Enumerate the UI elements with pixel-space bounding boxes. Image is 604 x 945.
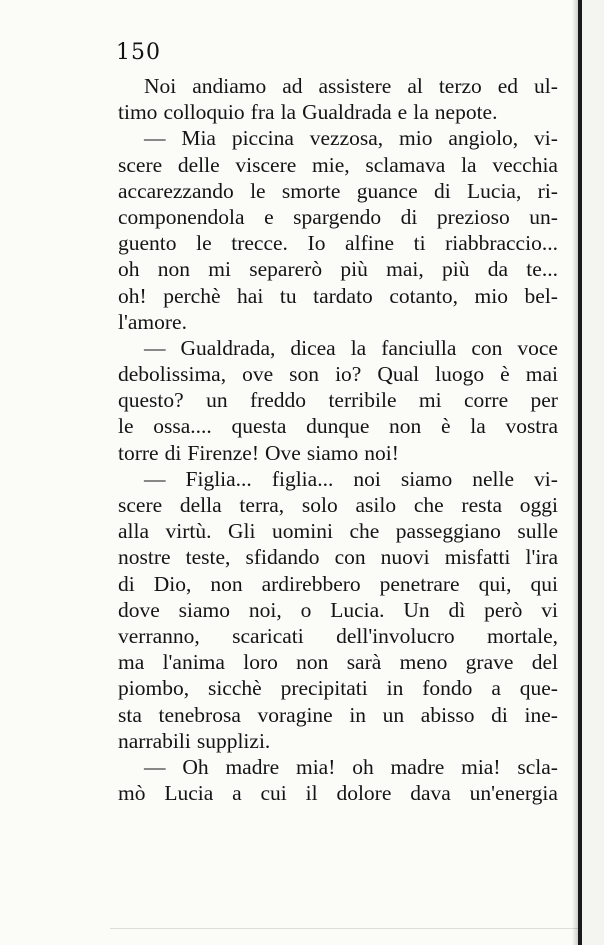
text-line [118, 780, 558, 806]
word: — [144, 126, 166, 151]
word: accarezzando [118, 178, 234, 203]
text-line [118, 440, 558, 466]
word: terribile [328, 388, 397, 413]
word: separerò [249, 257, 323, 282]
word: hai [237, 283, 264, 308]
word: oggi [519, 493, 558, 517]
text-line [118, 728, 558, 754]
text-line [118, 99, 558, 125]
word: dì [448, 597, 466, 622]
word: tu [279, 283, 297, 308]
word: Firenze! [187, 440, 259, 465]
word: questa [231, 414, 287, 439]
word: assistere [318, 74, 392, 98]
word: resta [461, 493, 503, 517]
word: ul- [534, 74, 558, 98]
word: Lucia [164, 781, 214, 806]
word: narrabili [118, 728, 191, 753]
word: scla- [517, 754, 558, 779]
word: mai, [386, 257, 424, 282]
word: di [491, 702, 508, 727]
word: vezzosa, [309, 126, 384, 151]
word: la [470, 414, 486, 439]
word: però [484, 597, 523, 622]
word: mia! [295, 754, 336, 779]
word: nelle [472, 466, 515, 491]
text-line [118, 256, 558, 282]
word: Oh [182, 754, 209, 779]
word: supplizi. [196, 728, 271, 753]
word: a [232, 781, 242, 806]
word: te... [526, 257, 558, 282]
word: Un [403, 597, 430, 622]
text-line [118, 675, 558, 701]
text-line [118, 204, 558, 230]
word: Noi [144, 74, 177, 98]
text-line [118, 73, 558, 99]
text-line [118, 649, 558, 675]
word: l'anima [162, 650, 225, 675]
word: scere [118, 493, 163, 517]
text-line [118, 413, 558, 439]
body-text [118, 73, 558, 806]
word: dell'involucro [336, 623, 455, 648]
word: son [289, 362, 320, 387]
word: nostre [118, 545, 171, 570]
word: noi, [248, 597, 282, 622]
word: piccina [231, 126, 294, 151]
word: un'energia [469, 781, 558, 806]
word: e [397, 100, 408, 125]
text-line [118, 623, 558, 649]
text-line [118, 230, 558, 256]
text-line [118, 702, 558, 728]
word: con [471, 335, 503, 360]
word: nepote. [434, 100, 498, 125]
word: l'amore. [118, 309, 187, 334]
word: la [350, 335, 367, 360]
word: teste, [185, 545, 231, 570]
text-line [118, 178, 558, 204]
text-line [118, 335, 558, 361]
word: delle [177, 152, 220, 177]
word: o [300, 597, 312, 622]
word: smorte [281, 178, 341, 203]
word: la [461, 152, 477, 177]
word: mio [474, 283, 508, 308]
word: mia! [461, 754, 501, 779]
word: ma [118, 650, 145, 675]
word: vecchia [492, 152, 558, 177]
word: più [340, 257, 368, 282]
word: perchè [163, 283, 221, 308]
word: è [500, 362, 510, 387]
word: di [433, 178, 451, 203]
word: Qual [377, 362, 420, 387]
word: per [530, 388, 558, 413]
word: trecce. [231, 231, 288, 256]
word: tenebrosa [158, 702, 241, 727]
word: Ove [265, 440, 301, 465]
word: siamo [400, 466, 453, 491]
word: in [386, 676, 404, 701]
word: timo [118, 100, 158, 125]
word: fanciulla [381, 335, 457, 360]
word: madre [390, 754, 445, 779]
text-line [118, 544, 558, 570]
word: dava [410, 781, 451, 806]
word: Gualdrada [302, 100, 392, 125]
word: un [206, 388, 228, 413]
word: mai [525, 362, 558, 387]
word: Gualdrada, [180, 335, 276, 360]
word: Mia [181, 126, 216, 151]
word: noi [353, 466, 381, 491]
word: dove [118, 597, 160, 622]
word: ine- [524, 702, 558, 727]
word: mie, [312, 152, 350, 177]
text-line [118, 518, 558, 544]
word: non [389, 414, 422, 439]
word: alla [118, 519, 150, 544]
word: penetrare [379, 571, 460, 596]
word: ed [497, 74, 519, 98]
word: vi- [534, 126, 558, 151]
word: voce [517, 335, 558, 360]
word: colloquio [163, 100, 245, 125]
word: Io [307, 231, 326, 256]
word: Dio, [153, 571, 192, 596]
word: sulle [517, 519, 558, 544]
word: sfidando [245, 545, 320, 570]
word: meno [399, 650, 448, 675]
word: dunque [306, 414, 370, 439]
page-bottom-edge [110, 928, 578, 929]
word: le [250, 178, 266, 203]
word: e [264, 204, 274, 229]
word: loro [243, 650, 278, 675]
word: que- [519, 676, 558, 701]
word: questo? [118, 388, 184, 413]
word: della [179, 493, 222, 517]
word: tardato [313, 283, 373, 308]
text-line [118, 361, 558, 387]
text-line [118, 492, 558, 518]
word: qui [530, 571, 558, 596]
word: non [210, 571, 243, 596]
page-number: 150 [116, 40, 161, 65]
word: grave [465, 650, 514, 675]
word: fra [250, 100, 275, 125]
word: Gli [228, 519, 256, 544]
word: nuovi [380, 545, 430, 570]
word: madre [225, 754, 280, 779]
word: al [407, 74, 423, 98]
word: sicchè [207, 676, 262, 701]
word: — [144, 466, 166, 491]
text-line [118, 387, 558, 413]
text-line [118, 466, 558, 492]
word: torre [118, 440, 159, 465]
word: figlia... [271, 466, 334, 491]
word: solo [301, 493, 338, 517]
word: debolissima, [118, 362, 227, 387]
word: a [491, 676, 501, 701]
text-line [118, 571, 558, 597]
word: oh [118, 257, 140, 282]
word: ove [242, 362, 274, 387]
word: ardirebbero [261, 571, 361, 596]
word: voragine [257, 702, 333, 727]
word: le [196, 231, 212, 256]
text-line [118, 152, 558, 178]
word: fondo [422, 676, 473, 701]
adjacent-page-margin [582, 0, 604, 945]
word: che [413, 493, 444, 517]
word: mortale, [486, 623, 558, 648]
text-line [118, 125, 558, 151]
word: un [382, 702, 405, 727]
word: piombo, [118, 676, 190, 701]
word: scaricati [232, 623, 304, 648]
word: con [334, 545, 366, 570]
word: andiamo [192, 74, 267, 98]
word: virtù. [165, 519, 212, 544]
word: — [144, 754, 166, 779]
word: ad [282, 74, 303, 98]
word: non [157, 257, 191, 282]
word: abisso [420, 702, 475, 727]
word: sta [118, 702, 142, 727]
text-line [118, 283, 558, 309]
word: la [280, 100, 297, 125]
word: mi [208, 257, 231, 282]
word: Figlia... [185, 466, 252, 491]
word: oh [352, 754, 374, 779]
word: che [349, 519, 380, 544]
word: è [440, 414, 451, 439]
word: mò [118, 781, 146, 806]
word: ti [413, 231, 426, 256]
word: sclamava [365, 152, 446, 177]
word: guance [356, 178, 418, 203]
word: componendola [118, 204, 245, 229]
word: angiolo, [448, 126, 519, 151]
word: noi! [364, 440, 399, 465]
word: bel- [524, 283, 558, 308]
word: viscere [235, 152, 297, 177]
word: terzo [438, 74, 482, 98]
word: dolore [336, 781, 392, 806]
word: asilo [355, 493, 397, 517]
word: oh! [118, 283, 147, 308]
word: passeggiano [395, 519, 501, 544]
word: vi [541, 597, 558, 622]
word: di [400, 204, 418, 229]
word: in [349, 702, 367, 727]
text-line [118, 309, 558, 335]
word: vostra [505, 414, 558, 439]
word: le [118, 414, 134, 439]
word: cui [260, 781, 287, 806]
word: Lucia, [467, 178, 522, 203]
word: da [487, 257, 509, 282]
word: vi- [534, 466, 558, 491]
word: luogo [435, 362, 485, 387]
word: la [413, 100, 429, 125]
word: ri- [537, 178, 558, 203]
word: sarà [346, 650, 382, 675]
word: mio [399, 126, 433, 151]
word: cotanto, [389, 283, 459, 308]
word: terra, [239, 493, 285, 517]
word: guento [118, 231, 177, 256]
text-line [118, 754, 558, 780]
word: prezioso [436, 204, 510, 229]
word: di [164, 440, 182, 465]
word: scere [118, 152, 163, 177]
word: del [531, 650, 558, 675]
word: alfine [345, 231, 394, 256]
word: corre [463, 388, 509, 413]
word: il [305, 781, 318, 806]
word: siamo [306, 440, 359, 465]
word: dicea [290, 335, 336, 360]
word: precipitati [280, 676, 368, 701]
word: qui, [478, 571, 512, 596]
word: non [296, 650, 329, 675]
word: io? [335, 362, 362, 387]
word: di [118, 571, 135, 596]
word: un- [529, 204, 558, 229]
word: misfatti [444, 545, 511, 570]
word: siamo [178, 597, 231, 622]
word: più [441, 257, 470, 282]
word: verranno, [118, 623, 200, 648]
word: ossa.... [153, 414, 212, 439]
word: Lucia. [330, 597, 385, 622]
word: freddo [249, 388, 307, 413]
word: l'ira [525, 545, 558, 570]
word: spargendo [293, 204, 382, 229]
word: riabbraccio... [445, 231, 558, 256]
text-line [118, 597, 558, 623]
word: — [144, 335, 166, 360]
word: mi [418, 388, 442, 413]
word: uomini [272, 519, 333, 544]
